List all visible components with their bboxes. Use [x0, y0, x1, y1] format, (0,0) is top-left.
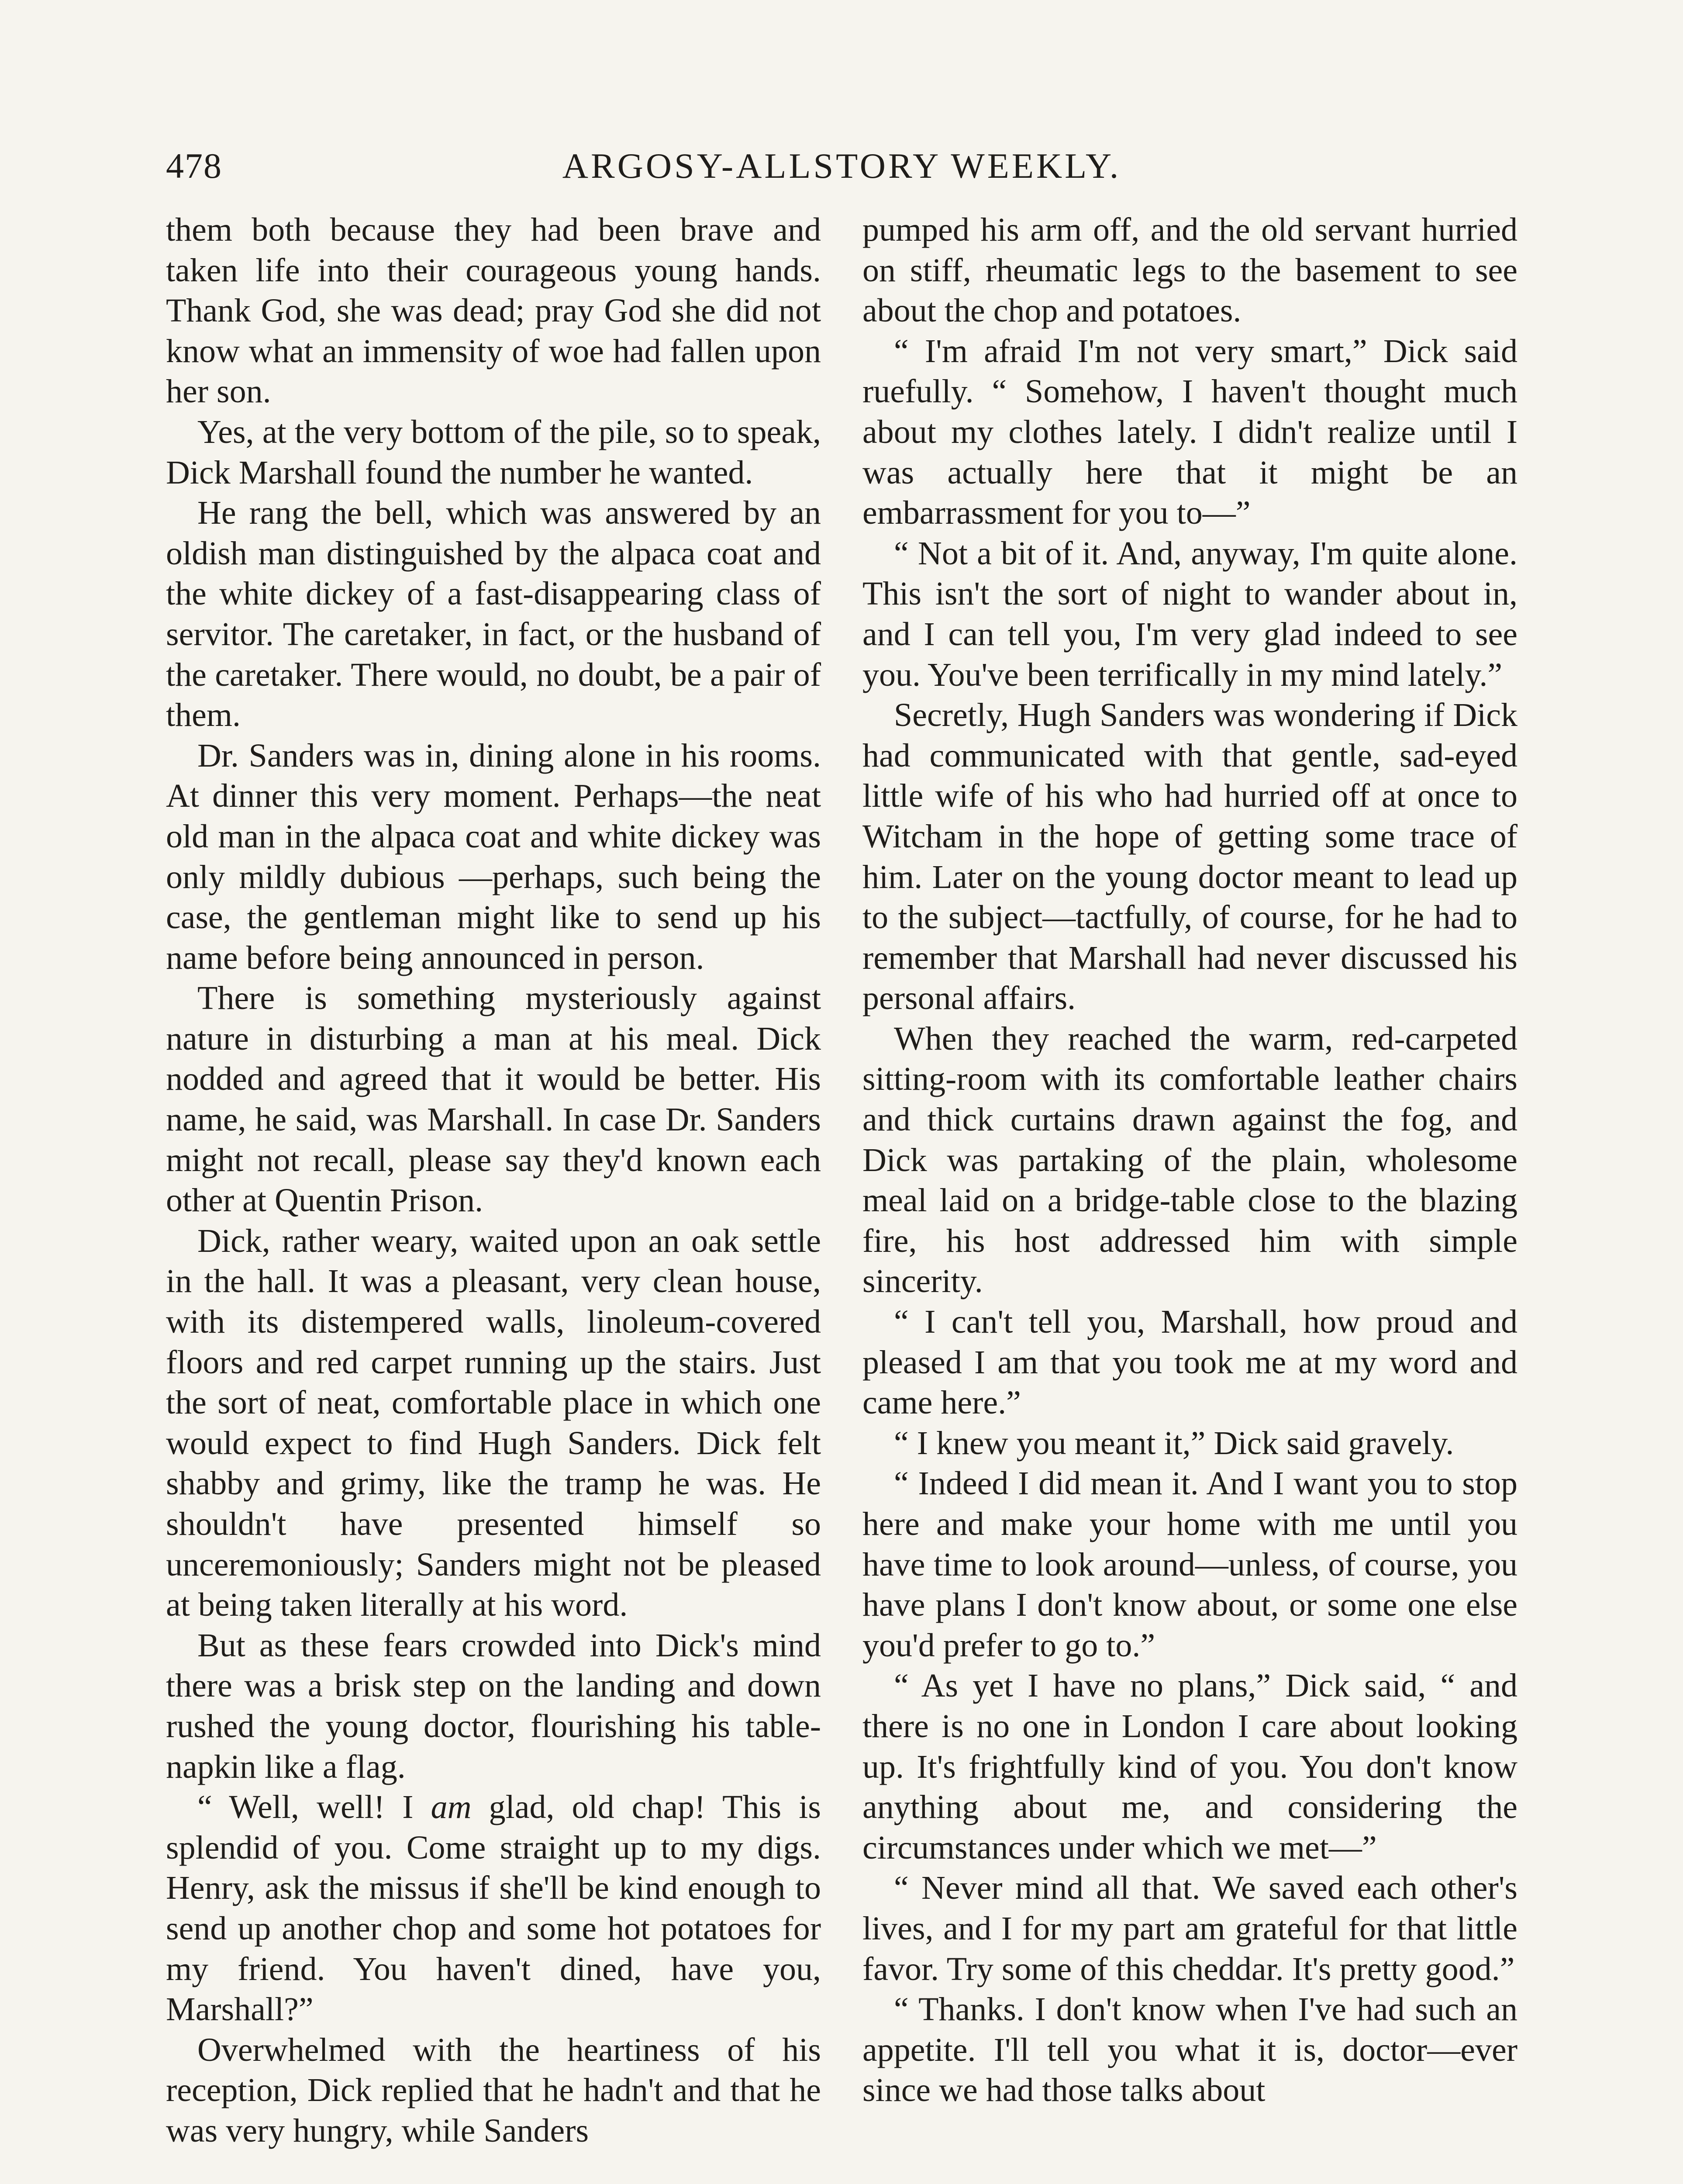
paragraph: Secretly, Hugh Sanders was wondering if Dick had communicated with that gentle, sad-eyed little wife of his who had hurried off at once to Witcham in the hope of getting some trace of him. Later on the young doctor meant to lead up to the subject—tactfully, of course, for he had to remember that Marshall had never discussed his personal affairs.	[862, 697, 1517, 1017]
paragraph-text: glad, old chap! This is splendid of you. Come straight up to my digs. Henry, ask the missus if she'll be kind enough to send up another chop and some hot potatoes for my friend. You haven't dined, have you, Marshall?”	[166, 1789, 821, 2028]
paragraph: pumped his arm off, and the old servant hurried on stiff, rheumatic legs to the basement to see about the chop and potatoes.	[862, 211, 1517, 329]
paragraph: There is something mysteriously against nature in disturbing a man at his meal. Dick nodded and agreed that it would be better. His name, he said, was Marshall. In case Dr. Sanders might not recall, please say they'd known each other at Quentin Prison.	[166, 980, 821, 1219]
paragraph: “ Never mind all that. We saved each other's lives, and I for my part am grateful for that little favor. Try some of this cheddar. It's pretty good.”	[862, 1870, 1517, 1987]
emphasis-text: am	[431, 1789, 472, 1826]
paragraph	[166, 1787, 821, 2030]
page-header	[166, 144, 1517, 201]
paragraph: “ Thanks. I don't know when I've had such an appetite. I'll tell you what it is, doctor—ever since we had those talks about	[862, 1991, 1517, 2109]
paragraph: Dr. Sanders was in, dining alone in his rooms. At dinner this very moment. Perhaps—the neat old man in the alpaca coat and white dickey was only mildly dubious —perhaps, such being the case, the gentleman might like to send up his name before being announced in person.	[166, 737, 821, 976]
paragraph: “ I'm afraid I'm not very smart,” Dick said ruefully. “ Somehow, I haven't thought much about my clothes lately. I didn't realize until I was actually here that it might be an embarrassment for you to—”	[862, 332, 1517, 532]
paragraph: “ I can't tell you, Marshall, how proud and pleased I am that you took me at my word and came here.”	[862, 1303, 1517, 1421]
paragraph: Yes, at the very bottom of the pile, so to speak, Dick Marshall found the number he wanted.	[166, 413, 821, 491]
paragraph: But as these fears crowded into Dick's mind there was a brisk step on the landing and down rushed the young doctor, flourishing his table-napkin like a flag.	[166, 1627, 821, 1785]
paragraph: When they reached the warm, red-carpeted sitting-room with its comfortable leather chairs and thick curtains drawn against the fog, and Dick was partaking of the plain, wholesome meal laid on a bridge-table close to the blazing fire, his host addressed him with simple sincerity.	[862, 1020, 1517, 1300]
left-column	[166, 210, 821, 2184]
paragraph-text: “ Well, well! I	[197, 1789, 431, 1826]
paragraph: He rang the bell, which was answered by an oldish man distinguished by the alpaca coat and the white dickey of a fast-disappearing class of servitor. The caretaker, in fact, or the husband of the caretaker. There would, no doubt, be a pair of them.	[166, 494, 821, 734]
paragraph: Dick, rather weary, waited upon an oak settle in the hall. It was a pleasant, very clean house, with its distempered walls, linoleum-covered floors and red carpet running up the stairs. Just the sort of neat, comfortable place in which one would expect to find Hugh Sanders. Dick felt shabby and grimy, like the tramp he was. He shouldn't have presented himself so unceremoniously; Sanders might not be pleased at being taken literally at his word.	[166, 1222, 821, 1624]
paragraph: “ Indeed I did mean it. And I want you to stop here and make your home with me until you have time to look around—unless, of course, you have plans I don't know about, or some one else you'd prefer to go to.”	[862, 1465, 1517, 1664]
paragraph: “ I knew you meant it,” Dick said gravely.	[894, 1424, 1454, 1462]
paragraph: “ Not a bit of it. And, anyway, I'm quite alone. This isn't the sort of night to wander about in, and I can tell you, I'm very glad indeed to see you. You've been terrifically in my mind lately.”	[862, 535, 1517, 693]
running-head: ARGOSY-ALLSTORY WEEKLY.	[562, 146, 1121, 186]
page-number: 478	[166, 146, 222, 186]
paragraph: “ As yet I have no plans,” Dick said, “ and there is no one in London I care about looking up. It's frightfully kind of you. You don't know anything about me, and considering the circumstances under which we met—”	[862, 1667, 1517, 1866]
paragraph: them both because they had been brave and taken life into their courageous young hands. Thank God, she was dead; pray God she did not know what an immensity of woe had fallen upon her son.	[166, 211, 821, 410]
right-column	[862, 210, 1517, 2184]
paragraph: Overwhelmed with the heartiness of his reception, Dick replied that he hadn't and that he was very hungry, while Sanders	[166, 2031, 821, 2149]
